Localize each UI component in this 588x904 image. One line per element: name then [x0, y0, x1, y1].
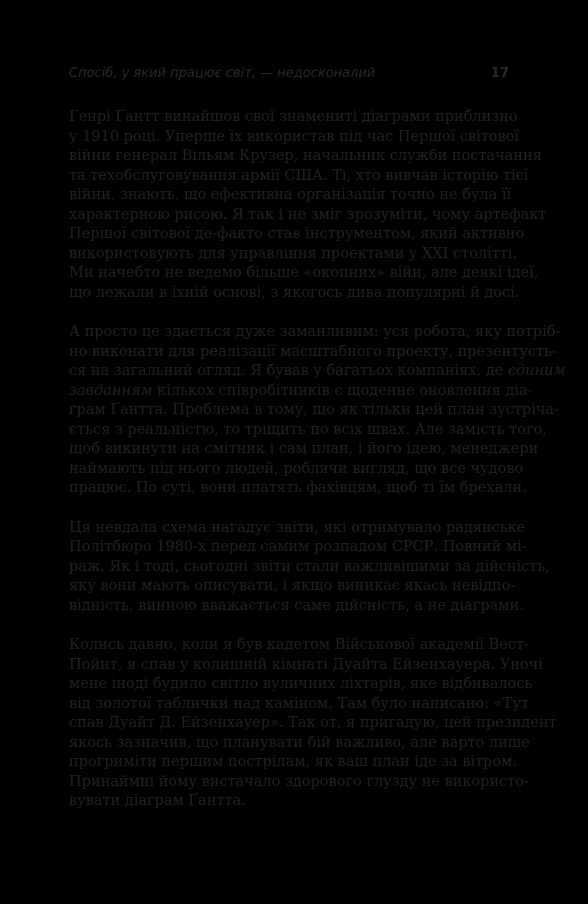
text-line: вувати діаграм Ґантта.	[69, 793, 246, 809]
text-line: Ця невдала схема нагадує звіти, які отримувало радянське	[69, 519, 526, 536]
text-line: у 1910 році. Уперше їх використав під час Першої світової	[69, 128, 520, 145]
text-line: щоб викинути на смітник і сам план, і його ідею, менеджери	[69, 441, 539, 457]
text-line: використовують для управління проектами у XXI столітті.	[69, 245, 518, 262]
paragraph-3	[69, 519, 550, 617]
text-line: прогриміти першим пострілам, як ваш план іде за вітром.	[69, 754, 517, 770]
emphasis-text: завданням	[69, 382, 153, 399]
paragraph-2	[69, 323, 566, 499]
text-segment: кількох співробітників є щоденне оновлення діа-	[152, 382, 533, 399]
text-line: раж. Як і тоді, сьогодні звіти стали важливішими за дійсність,	[69, 558, 550, 575]
text-line: А просто це здається дуже заманливим: уся робота, яку потріб-	[69, 324, 561, 340]
emphasis-text: єдиним	[507, 363, 566, 379]
text-line: но виконати для реалізації масштабного проекту, презентуєть-	[69, 343, 557, 360]
text-segment: ся на загальний огляд. Я бував у багатьох компаніях, де	[69, 363, 508, 379]
text-line: працює. По суті, вони платять фахівцям, щоб ті їм брехали.	[69, 480, 527, 496]
text-line: Політбюро 1980-х перед самим розпадом СРСР. Повний мі-	[69, 539, 527, 555]
text-line: наймають під нього людей, роблячи вигляд, що все чудово	[69, 460, 524, 477]
text-line: війни генерал Вільям Крузер, начальник служби постачання	[69, 148, 542, 164]
text-line: Першої світової де-факто став інструментом, який активно	[69, 226, 525, 242]
text-line-with-emphasis	[69, 362, 566, 382]
text-line: яку вони мають описувати, і якщо виникає якась невідпо-	[69, 578, 516, 594]
text-line: та техобслуговування армії США. Ті, хто вивчав історію тієї	[69, 167, 529, 184]
text-line: грам Ґантта. Проблема в тому, що як тільки цей план зустріча-	[69, 402, 559, 418]
text-line: від золотої таблички над каміном. Там було написано: «Тут	[69, 695, 529, 712]
text-line: характерною рисою. Я так і не зміг зрозуміти, чому артефакт	[69, 206, 547, 223]
paragraph-4	[69, 636, 557, 812]
text-line: війни, знають, що ефективна організація точно не була її	[69, 187, 512, 203]
text-line: що лежали в їхній основі, з якогось дива популярні й досі.	[69, 284, 520, 301]
text-line: Ми начебто не ведемо більше «окопних» війн, але деякі ідеї,	[69, 265, 539, 281]
running-head	[69, 66, 509, 86]
text-line: Генрі Ґантт винайшов свої знамениті діаграми приблизно	[69, 109, 518, 125]
text-line: мене іноді будило світло вуличних ліхтарів, яке відбивалось	[69, 676, 533, 692]
text-line-with-emphasis	[69, 382, 533, 402]
text-line: Принаймні йому вистачало здорового глузду не використо-	[69, 773, 529, 790]
text-line: ється з реальністю, то тріщить по всіх швах. Але замість того,	[69, 421, 547, 438]
body-text	[69, 108, 566, 832]
text-line: якось зазначив, що планувати бій важливо, але варто лише	[69, 734, 530, 751]
text-line: Пойнт, я спав у колишній кімнаті Дуайта Ейзенхауера. Уночі	[69, 656, 543, 673]
page-number: 17	[490, 66, 509, 81]
text-line: відність, винною вважається саме дійсність, а не діаграми.	[69, 597, 524, 614]
running-title: Спосіб, у який працює світ, — недосконалий	[69, 66, 376, 81]
text-line: Колись давно, коли я був кадетом Військової академії Вест-	[69, 637, 529, 653]
paragraph-1	[69, 108, 547, 303]
text-line: спав Дуайт Д. Ейзенхауер». Так от, я пригадую, цей президент	[69, 715, 557, 731]
